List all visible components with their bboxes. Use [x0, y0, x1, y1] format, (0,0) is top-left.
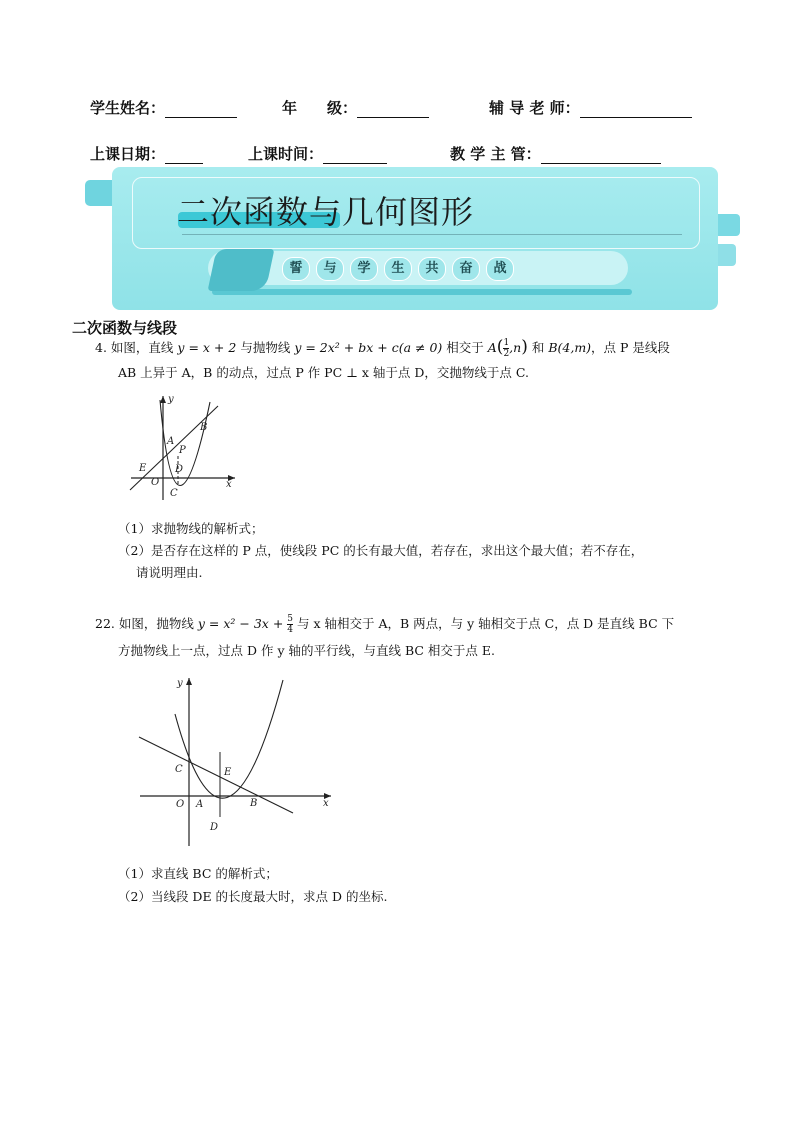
axis-label-x: x [323, 798, 329, 809]
text: 和 [531, 340, 545, 355]
point-label-D: D [175, 464, 184, 475]
grade-blank[interactable] [357, 103, 429, 118]
slogan-char: 与 [316, 257, 344, 281]
text: 与 x 轴相交于 A，B 两点，与 y 轴相交于点 C，点 D 是直线 BC 下 [297, 616, 675, 631]
equation: y = 2x² + bx + c(a ≠ 0) [294, 340, 443, 355]
text: 如图，抛物线 [118, 616, 194, 631]
fraction [287, 614, 293, 635]
origin-label: O [151, 477, 160, 488]
tutor-field [489, 97, 692, 118]
text: ，点 P 是线段 [591, 340, 670, 355]
point-label-E: E [224, 767, 232, 778]
problem-4-figure [125, 390, 240, 502]
point-label-E: E [139, 463, 147, 474]
student-name-label: 学生姓名： [90, 99, 166, 117]
axis-label-x: x [226, 479, 232, 490]
date-blank[interactable] [165, 149, 203, 164]
slogan-char: 生 [384, 257, 412, 281]
problem-number: 4. [95, 340, 107, 355]
equation: y = x² − 3x + [197, 616, 284, 631]
problem-22-question-2: （2）当线段 DE 的长度最大时，求点 D 的坐标. [118, 889, 388, 904]
problem-22-figure [135, 674, 335, 849]
fist-emblem-icon [208, 249, 275, 291]
point-label: A [487, 340, 497, 355]
axis-label-y: y [177, 678, 183, 689]
point-label-C: C [175, 764, 183, 775]
problem-4-question-2-cont: 请说明理由. [136, 565, 203, 580]
problem-4-line-2: AB 上异于 A，B 的动点，过点 P 作 PC ⊥ x 轴于点 D，交抛物线于点 C. [118, 365, 529, 380]
problem-22-line-2: 方抛物线上一点，过点 D 作 y 轴的平行线，与直线 BC 相交于点 E. [118, 643, 495, 658]
time-field [248, 143, 387, 164]
problem-22-question-1: （1）求直线 BC 的解析式； [118, 866, 278, 881]
tutor-label: 辅 导 老 师： [489, 99, 580, 117]
slogan-char: 战 [486, 257, 514, 281]
text: 相交于 [446, 340, 484, 355]
point-label: B(4,m) [548, 340, 592, 355]
point-label-P: P [179, 445, 186, 456]
origin-label: O [176, 799, 185, 810]
tutor-blank[interactable] [580, 103, 692, 118]
slogan-char: 共 [418, 257, 446, 281]
supervisor-field [450, 143, 661, 164]
student-name-blank[interactable] [165, 103, 237, 118]
slogan-char: 誓 [282, 257, 310, 281]
time-label: 上课时间： [248, 145, 324, 163]
page-title: 二次函数与几何图形 [177, 193, 475, 231]
point-label-B: B [250, 798, 258, 809]
grade-field [282, 97, 429, 118]
point-label-B: B [200, 422, 208, 433]
grade-label: 年 级： [282, 99, 358, 117]
fraction-denominator: 4 [287, 625, 294, 635]
slogan-char: 学 [350, 257, 378, 281]
header-row-1 [90, 97, 237, 118]
date-field [90, 143, 203, 164]
supervisor-blank[interactable] [541, 149, 661, 164]
axis-label-y: y [168, 394, 174, 405]
section-title: 二次函数与线段 [72, 319, 178, 337]
problem-4-question-2: （2）是否存在这样的 P 点，使线段 PC 的长有最大值，若存在，求出这个最大值；若不存在， [118, 543, 644, 558]
problem-number: 22. [95, 616, 115, 631]
point-label-D: D [210, 822, 219, 833]
fraction-denominator: 2 [503, 349, 510, 359]
point-label-A: A [167, 436, 175, 447]
supervisor-label: 教 学 主 管： [450, 145, 541, 163]
point-label-C: C [170, 488, 178, 499]
slogan [282, 257, 520, 281]
problem-4-line-1: 4. 如图，直线 y = x + 2 与抛物线 y = 2x² + bx + c(a ≠ 0) 相交于 A( $\frac{1}{2}$ ,n) 和 B(4,m)，点 P 是线段 [95, 337, 670, 359]
time-blank[interactable] [323, 149, 387, 164]
text: 与抛物线 [240, 340, 291, 355]
fraction-numerator: 5 [287, 614, 294, 624]
date-label: 上课日期： [90, 145, 166, 163]
problem-22-line-1 [95, 611, 674, 637]
point-label-A: A [196, 799, 204, 810]
point-coord: ,n [509, 340, 522, 355]
text: 如图，直线 [110, 340, 174, 355]
slogan-char: 奋 [452, 257, 480, 281]
equation: y = x + 2 [177, 340, 237, 355]
fraction-numerator: 1 [503, 338, 510, 348]
problem-4-question-1: （1）求抛物线的解析式； [118, 521, 264, 536]
